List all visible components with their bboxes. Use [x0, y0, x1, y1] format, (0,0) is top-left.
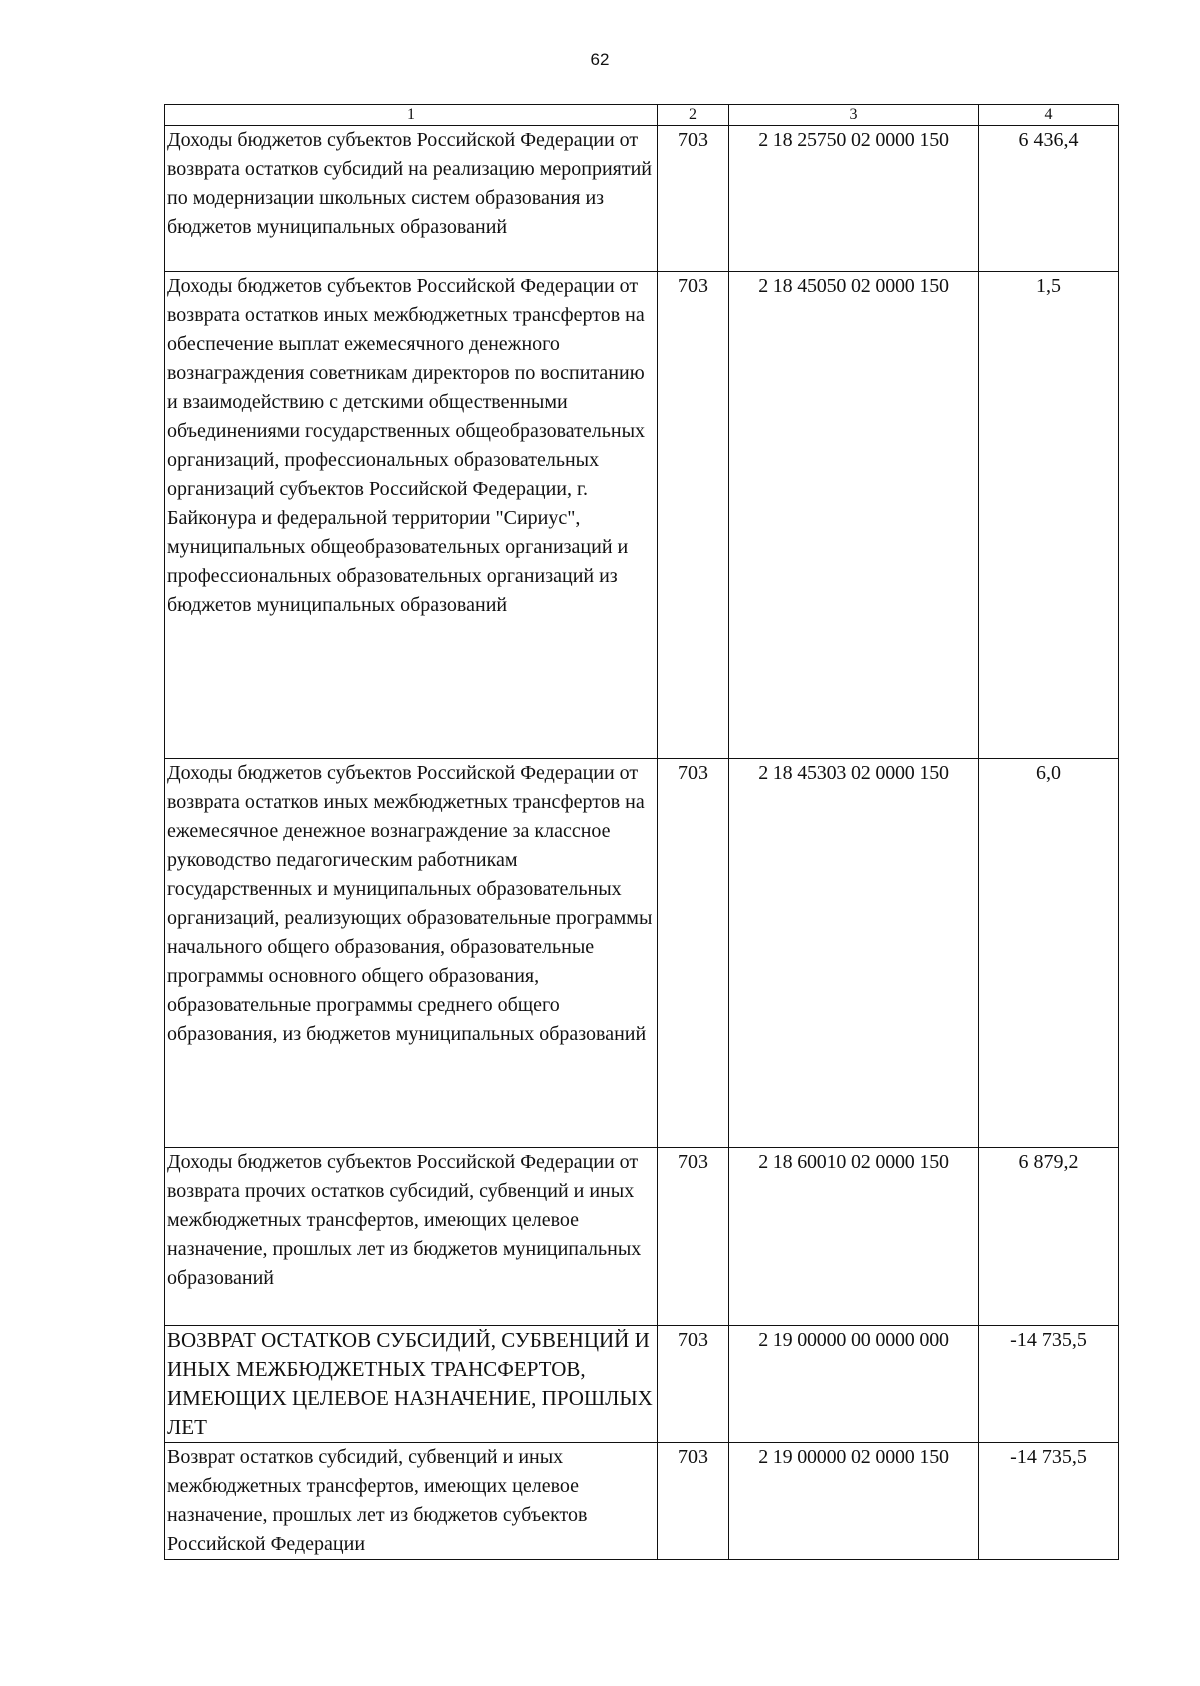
page-number: 62	[590, 50, 610, 69]
row-description: Доходы бюджетов субъектов Российской Федерации от возврата остатков субсидий на реализацию мероприятий по модернизации школьных систем образования из бюджетов муниципальных образований	[165, 126, 658, 272]
table-row	[165, 1148, 1119, 1326]
row-amount: -14 735,5	[979, 1326, 1119, 1443]
row-kbk-code: 2 19 00000 00 0000 000	[729, 1326, 979, 1443]
row-admin-code: 703	[658, 1148, 729, 1326]
row-description: Доходы бюджетов субъектов Российской Федерации от возврата прочих остатков субсидий, субвенций и иных межбюджетных трансфертов, имеющих целевое назначение, прошлых лет из бюджетов муниципальных образований	[165, 1148, 658, 1326]
row-amount: 1,5	[979, 272, 1119, 759]
row-kbk-code: 2 18 25750 02 0000 150	[729, 126, 979, 272]
table-row	[165, 272, 1119, 759]
row-description: ВОЗВРАТ ОСТАТКОВ СУБСИДИЙ, СУБВЕНЦИЙ И ИНЫХ МЕЖБЮДЖЕТНЫХ ТРАНСФЕРТОВ, ИМЕЮЩИХ ЦЕЛЕВОЕ НАЗНАЧЕНИЕ, ПРОШЛЫХ ЛЕТ	[165, 1326, 658, 1443]
table-row	[165, 1326, 1119, 1443]
row-admin-code: 703	[658, 759, 729, 1148]
revenue-table	[164, 104, 1119, 1560]
header-cell-3: 3	[729, 105, 979, 126]
table-row	[165, 759, 1119, 1148]
header-cell-4: 4	[979, 105, 1119, 126]
row-amount: 6 879,2	[979, 1148, 1119, 1326]
row-kbk-code: 2 18 60010 02 0000 150	[729, 1148, 979, 1326]
table-header-row	[165, 105, 1119, 126]
row-description: Доходы бюджетов субъектов Российской Федерации от возврата остатков иных межбюджетных трансфертов на ежемесячное денежное вознаграждение за классное руководство педагогическим работникам государственных и муниципальных образовательных организаций, реализующих образовательные программы начального общего образования, образовательные программы основного общего образования, образовательные программы среднего общего образования, из бюджетов муниципальных образований	[165, 759, 658, 1148]
row-amount: 6,0	[979, 759, 1119, 1148]
row-kbk-code: 2 19 00000 02 0000 150	[729, 1443, 979, 1560]
row-admin-code: 703	[658, 1443, 729, 1560]
row-description: Доходы бюджетов субъектов Российской Федерации от возврата остатков иных межбюджетных трансфертов на обеспечение выплат ежемесячного денежного вознаграждения советникам директоров по воспитанию и взаимодействию с детскими общественными объединениями государственных общеобразовательных организаций, профессиональных образовательных организаций субъектов Российской Федерации, г. Байконура и федеральной территории "Сириус", муниципальных общеобразовательных организаций и профессиональных образовательных организаций из бюджетов муниципальных образований	[165, 272, 658, 759]
table-row	[165, 126, 1119, 272]
row-admin-code: 703	[658, 1326, 729, 1443]
row-admin-code: 703	[658, 272, 729, 759]
header-cell-2: 2	[658, 105, 729, 126]
row-kbk-code: 2 18 45050 02 0000 150	[729, 272, 979, 759]
row-kbk-code: 2 18 45303 02 0000 150	[729, 759, 979, 1148]
row-amount: 6 436,4	[979, 126, 1119, 272]
header-cell-1: 1	[165, 105, 658, 126]
row-amount: -14 735,5	[979, 1443, 1119, 1560]
row-description: Возврат остатков субсидий, субвенций и иных межбюджетных трансфертов, имеющих целевое назначение, прошлых лет из бюджетов субъектов Российской Федерации	[165, 1443, 658, 1560]
table-row	[165, 1443, 1119, 1560]
row-admin-code: 703	[658, 126, 729, 272]
